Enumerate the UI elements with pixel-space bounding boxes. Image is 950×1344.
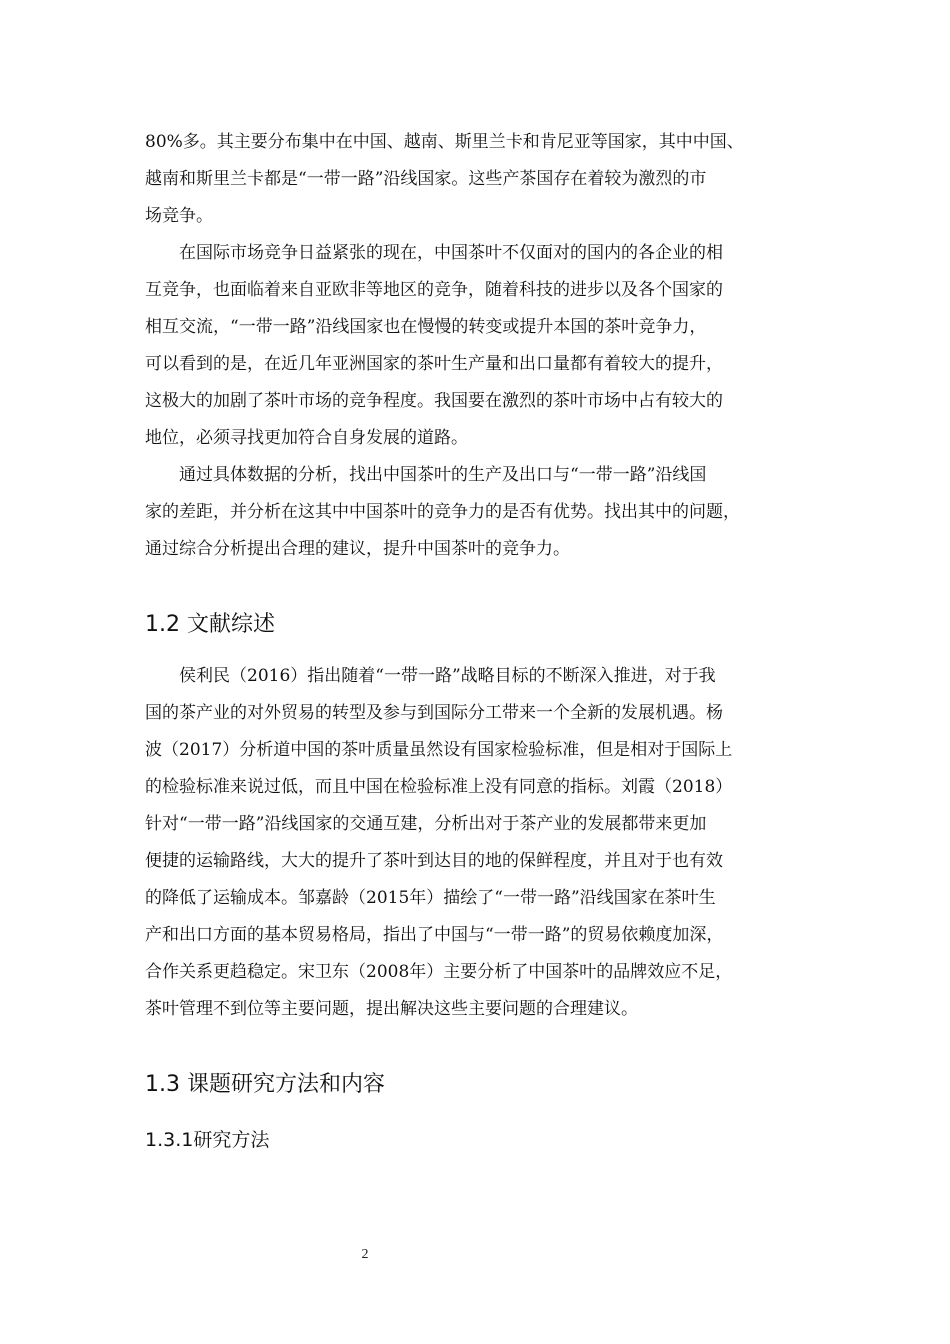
paragraph-line: 在国际市场竞争日益紧张的现在，中国茶叶不仅面对的国内的各企业的相 [179, 243, 723, 263]
paragraph-line: 相互交流，“一带一路”沿线国家也在慢慢的转变或提升本国的茶叶竞争力， [145, 317, 707, 337]
paragraph-line: 通过具体数据的分析，找出中国茶叶的生产及出口与“一带一路”沿线国 [179, 465, 707, 485]
paragraph-line: 便捷的运输路线，大大的提升了茶叶到达目的地的保鲜程度，并且对于也有效 [145, 851, 723, 871]
paragraph-line: 这极大的加剧了茶叶市场的竞争程度。我国要在激烈的茶叶市场中占有较大的 [145, 391, 723, 411]
subsection-heading-1-3-1: 1.3.1研究方法 [145, 1129, 270, 1151]
paragraph-line: 越南和斯里兰卡都是“一带一路”沿线国家。这些产茶国存在着较为激烈的市 [145, 169, 707, 189]
section-heading-1-3: 1.3 课题研究方法和内容 [145, 1072, 385, 1097]
paragraph-line: 针对“一带一路”沿线国家的交通互建，分析出对于茶产业的发展都带来更加 [145, 814, 707, 834]
paragraph-line: 互竞争，也面临着来自亚欧非等地区的竞争，随着科技的进步以及各个国家的 [145, 280, 723, 300]
paragraph-literature [145, 658, 810, 1028]
paragraph-line: 侯利民（2016）指出随着“一带一路”战略目标的不断深入推进，对于我 [179, 666, 716, 686]
paragraph-line: 地位，必须寻找更加符合自身发展的道路。 [145, 428, 468, 448]
paragraph-line: 波（2017）分析道中国的茶叶质量虽然设有国家检验标准，但是相对于国际上 [145, 740, 733, 760]
paragraph-line: 场竞争。 [145, 206, 213, 226]
section-heading-1-2: 1.2 文献综述 [145, 612, 275, 637]
paragraph-line: 产和出口方面的基本贸易格局，指出了中国与“一带一路”的贸易依赖度加深， [145, 925, 724, 945]
paragraph-line: 茶叶管理不到位等主要问题，提出解决这些主要问题的合理建议。 [145, 999, 638, 1019]
page-number: 2 [361, 1247, 369, 1262]
paragraph-line: 合作关系更趋稳定。宋卫东（2008年）主要分析了中国茶叶的品牌效应不足， [145, 962, 733, 982]
paragraph-line: 可以看到的是，在近几年亚洲国家的茶叶生产量和出口量都有着较大的提升， [145, 354, 723, 374]
paragraph-line: 的检验标准来说过低，而且中国在检验标准上没有同意的指标。刘霞（2018） [145, 777, 733, 797]
paragraph-line: 的降低了运输成本。邹嘉龄（2015年）描绘了“一带一路”沿线国家在茶叶生 [145, 888, 716, 908]
paragraph-competition [145, 235, 810, 457]
paragraph-line: 国的茶产业的对外贸易的转型及参与到国际分工带来一个全新的发展机遇。杨 [145, 703, 723, 723]
paragraph-line: 通过综合分析提出合理的建议，提升中国茶叶的竞争力。 [145, 539, 570, 559]
paragraph-analysis [145, 457, 810, 568]
paragraph-line: 家的差距，并分析在这其中中国茶叶的竞争力的是否有优势。找出其中的问题， [145, 502, 740, 522]
paragraph-intro [145, 124, 810, 235]
paragraph-line: 80%多。其主要分布集中在中国、越南、斯里兰卡和肯尼亚等国家，其中中国、 [145, 132, 744, 152]
page-content [145, 124, 810, 1154]
